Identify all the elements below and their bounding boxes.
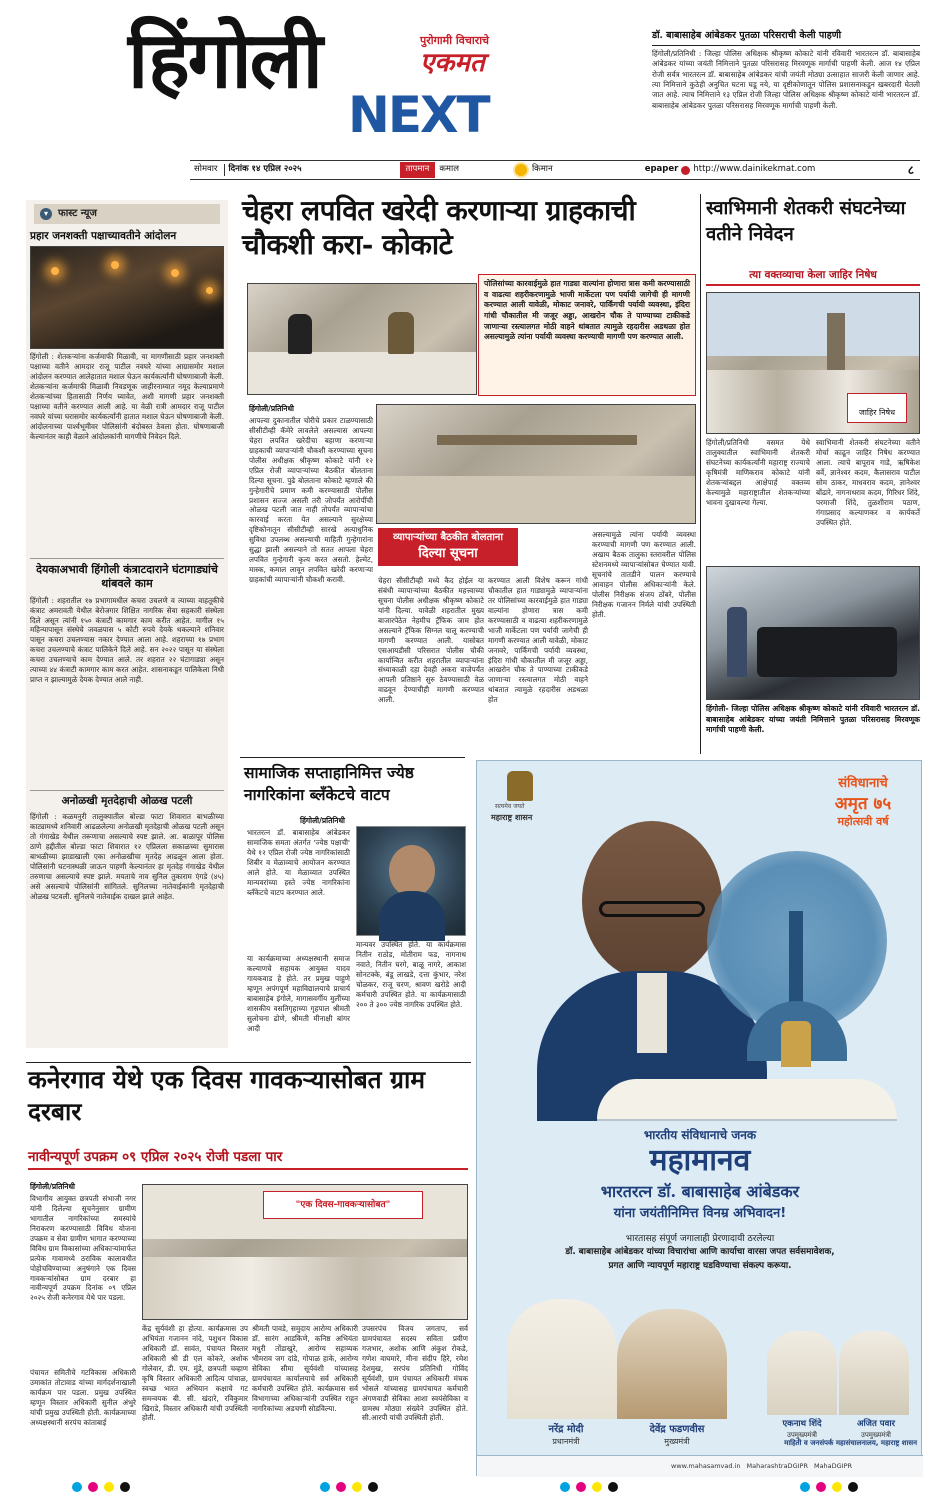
sp-photo-caption: हिंगोली- जिल्हा पोलिस अधिक्षक श्रीकृष्ण कोकाटे यांनी रविवारी भारतरत्न डॉ. बाबासाहेब आंबेडकर यांच्या जयंती निमित्ताने पुतळा परिसरासह मिरवणूक मार्गाची पाहणी केली. — [706, 704, 920, 735]
main-body-1b — [249, 582, 373, 750]
news-item-2-body: हिंगोली : शहरातील १७ प्रभागामधील कचरा उचलणे व त्याच्या वाहतूकीचे कंत्राट अमरावती येथील बेरोजगार शिक्षित नागरिक सेवा सहकारी संस्थेला दिले असून त्यांनी १५० कंत्राटी कामगार काम करीत आहेत. मागील १५ महिन्यापासून संस्थेचे जवळपास ५ कोटी रुपये देयके थकल्याने शनिवार पासून कचरा उचलण्यास नकार देण्यात आला आहे. शहराच्या १७ प्रभाग कचरा उचलण्याचे कंत्राट पालिकेने दिले आहे. सन २०२२ पासून या संस्थेला कचरा उचलण्याचे काम देण्यात आले. तर शहरात २२ घंटागाड्या असून त्याच्या ४४ कंत्राटी कामगार काम करत आहेत. शासनाकडून पालिकेला निधी प्राप्त न झाल्यामुळे देयक देण्यात आले नाही. — [30, 595, 224, 685]
registration-mark — [592, 1482, 602, 1492]
meeting-photo-1 — [247, 283, 477, 395]
gram-darbar-banner-text: "एक दिवस-गावकऱ्यासोबत" — [295, 1200, 391, 1210]
gram-darbar-photo — [142, 1184, 468, 1320]
registration-mark — [352, 1482, 362, 1492]
blanket-body-1: भारतरत्न डॉ. बाबासाहेब आंबेडकर सामाजिक समता अंतर्गत 'ज्येष्ठ पक्षाची' येथे १२ एप्रिल रोजी ज्येष्ठ नागरिकांसाठी शिबीर व मेळाव्याचे आयोजन करण्यात आले होते. या मेळाव्यात उपस्थित मान्यवरांच्या हस्ते ज्येष्ठ नागरिकांना ब्लँकेटचे वाटप करण्यात आले. — [247, 828, 350, 897]
right-body-2: स्वाभिमानी शेतकरी संघटनेच्या वतीने मोर्चा काढून जाहिर निषेध करण्यात आला. त्याचे बापूराव गाडे, ऋषिकेश बर्वे, ज्ञानेश्वर कदम, कैलासराव पाटील सोम ठाकर, माधवराव कदम, ज्ञानेश्वर बोंढारे, नागनाथराव कदम, गिरिधर शिंदे, परमाजी शिंदे, तुळशीराम पठाण, गंगाप्रसाद कल्याणकर व कार्यकर्ते उपस्थित होते. — [816, 438, 920, 527]
protest-banner-text: जाहिर निषेध — [858, 408, 896, 417]
weekday: सोमवार — [194, 164, 218, 175]
right-body-1: हिंगोली/प्रतिनिधी वसमत येथे तालुक्यातील स्वाभिमानी शेतकरी संघटनेच्या कार्यकर्त्यांनी महाराष्ट्र राज्याचे कृषिमंत्री माणिकराव कोकाटे यांनी शेतकऱ्यांबद्दल आक्षेपार्ह वक्तव्य केल्यामुळे महाराष्ट्रातील शेतकऱ्यांच्या भावना दुखावल्या गेल्या. — [706, 438, 810, 507]
chevron-down-icon: ▾ — [40, 208, 52, 220]
top-right-headline: डॉ. बाबासाहेब आंबेडकर पुतळा परिसराची केली पाहणी — [652, 30, 920, 46]
ad-text-3: प्रगत आणि न्यायपूर्ण महाराष्ट्र घडविण्याचा संकल्प करूया. — [608, 1261, 792, 1271]
kanergaon-headline: कनेरगाव येथे एक दिवस गावकऱ्यासोबत ग्राम दरबार — [28, 1065, 425, 1127]
leader-4-name: अजित पवार — [856, 1419, 896, 1429]
news-item-2 — [26, 558, 228, 786]
registration-mark — [800, 1482, 810, 1492]
ad-footer — [477, 1455, 923, 1477]
main-body-4: असल्यामुळे त्यांना पर्यायी व्यवस्था करण्याची मागणी पण करण्यात आली. अखाय बैठक तालुका स्तरावरील पोलिस स्टेशनमध्ये व्यापाऱ्यांसोबत घेण्यात यावी. सूचनांचे तातडीने पालन करण्याचे आवाहन पोलीस अधिकाऱ्यांनी केले. पोलीस निरीक्षक संजय ठोंबरे, पोलीस निरीक्षक गजानन निर्मले यांची उपस्थिती होती. — [592, 530, 696, 619]
registration-mark — [848, 1482, 858, 1492]
divider-main-right — [700, 194, 701, 754]
page-number: ८ — [907, 162, 914, 177]
leader-2-name: देवेंद्र फडणवीस — [649, 1424, 705, 1435]
blanket-byline: हिंगोली/प्रतिनिधी — [300, 816, 346, 825]
next-logo: NEXT — [348, 86, 489, 144]
callout-text: पोलिसांच्या कारवाईमुळे हात गाड्या वाल्यांना होणारा त्रास कमी करण्यासाठी व वाढत्या शहरीकरणामुळे भाजी मार्केटला पण पर्यायी जागेची ही मागणी करण्यात आली यावेळी, मोकाट जनावरे, पार्किंगची पर्यायी व्यवस्था, इंदिरा गांधी चौकातील मी जजूर अड्डा, आखरोन चौक ते पाण्याच्या टाकीकडे जाणाऱ्या रस्त्यालगत मोठी वाहने थांबतात त्यामुळे रहदारीस अडथळा होत असल्यामुळे त्यांना पर्यायी व्यवस्था करण्याची मागणी पण करण्यात आली. — [484, 279, 690, 342]
divider-kanergaon — [26, 1062, 471, 1063]
leader-photo-1 — [507, 1299, 617, 1419]
tree-graphic — [687, 851, 907, 1081]
news-item-2-headline: देयकाअभावी हिंगोली कंत्राटदाराने घंटागाड्यांचे थांबवले काम — [30, 558, 224, 592]
website-link[interactable]: http://www.dainikekmat.com — [693, 164, 816, 175]
emblem-caption: सत्यमेव जयते — [495, 803, 525, 810]
kanergaon-body-5: उपसरपंच विजय जगताप, सर्व ग्रामपंचायत सदस्य सविता प्रवीण गजभार, अशोक आणि अंकुश रोकडे, गणेश वाघमारे, मीना संदीप हिरे, रमेश देशमुख, सरपंच प्रतिनिधी गोविंद सूर्यवंशी, ग्राम पंचायत अधिकारी मंचक भोसले यांच्यासह ग्रामपंचायत कर्मचारी अंगणवाडी सेविका आशा स्वयंसेविका व ग्रामस्थ मोठ्या संख्येने उपस्थित होते. सी.आरपी यांची उपस्थिती होती. — [362, 1324, 468, 1423]
registration-mark — [336, 1482, 346, 1492]
red-box-title — [378, 528, 518, 566]
brand-logo: एकमत — [420, 48, 485, 78]
protest-banner — [847, 393, 907, 423]
blanket-body-2: या कार्यक्रमाच्या अध्यक्षस्थानी समाज कल्याणचे सहायक आयुक्त यादव गायकवाड हे होते. तर प्रमुख पाहुणे म्हणून अपंगपूर्ण महाविद्यालयाचे प्राचार्य बाबासाहेब इंगोले, मागासवर्गीय मुलींच्या शासकीय वसतिगृहाच्या गृहपाल श्रीमती सुलोचना ढोणे, श्रीमती मीनाक्षी बांगर आदी — [247, 954, 350, 1033]
leader-photo-4 — [839, 1331, 909, 1415]
globe-icon — [681, 166, 690, 175]
red-box-line-2: दिल्या सूचना — [418, 545, 478, 561]
registration-mark — [104, 1482, 114, 1492]
sp-inspection-photo — [706, 566, 920, 700]
callout-box — [478, 274, 696, 396]
lion-capital-icon — [781, 1021, 811, 1067]
kanergaon-body-2: पंचायत समितीचे गटविकास अधिकारी उमाकांत तोटावाड यांच्या मार्गदर्शनाखाली कार्यक्रम पार पडला. प्रमुख उपस्थित म्हणून विस्तार अधिकारी सुनील अंभुरे यांची प्रमुख उपस्थिती होती. कार्यक्रमाच्या अध्यक्षस्थानी सरपंच कांताबाई — [30, 1368, 136, 1427]
min-temp-label: किमान — [531, 164, 553, 175]
top-right-body: हिंगोली/प्रतिनिधी : जिल्हा पोलिस अधिक्षक श्रीकृष्ण कोकाटे यांनी रविवारी भारतरत्न डॉ. बाबासाहेब आंबेडकर यांच्या जयंती निमित्ताने पुतळा परिसरासह मिरवणूक मार्गाची पाहणी केली. आज १४ एप्रिल रोजी सर्वत्र भारतरत्न डॉ. बाबासाहेब आंबेडकर यांची जयंती मोठ्या उत्साहात साजरी केली जाणार आहे. त्या निमित्ताने कुठेही अनुचित घटना घडू नये, या दृष्टीकोणातून पोलिस प्रशासनाकडून खबरदारी घेतली जात आहे. त्याच निमित्ताने १३ एप्रिल रोजी जिल्हा पोलिस अधिक्षक श्रीकृष्ण कोकाटे यांनी भारतरत्न डॉ. बाबासाहेब आंबेडकर पुतळा परिसरासह मिरवणूक मार्गाची पाहणी केली. — [652, 48, 920, 110]
leader-photo-2 — [617, 1309, 727, 1419]
registration-mark — [72, 1482, 82, 1492]
gram-darbar-banner — [263, 1191, 423, 1219]
fast-news-header — [34, 204, 220, 224]
date-bar — [190, 160, 920, 180]
leader-3-name: एकनाथ शिंदे — [782, 1419, 822, 1429]
leader-4-role: उपमुख्यमंत्री — [860, 1431, 892, 1439]
leader-3-role: उपमुख्यमंत्री — [786, 1431, 818, 1439]
max-temp-label: कमाल — [439, 164, 459, 175]
divider-upper-lower — [240, 757, 465, 758]
badge-line-1: संविधानाचे — [838, 776, 888, 791]
registration-mark — [560, 1482, 570, 1492]
book-graphic — [597, 1079, 897, 1119]
registration-mark — [120, 1482, 130, 1492]
protest-photo — [30, 246, 224, 349]
epaper-label: epaper — [644, 164, 679, 175]
kanergaon-body-1: विभागीय आयुक्त छत्रपती संभाजी नगर यांनी दिलेल्या सूचनेनुसार ग्रामीण भागातील नागरिकांच्या समस्यांचे निराकरण करण्यासाठी विविध योजना उपक्रम व सेवा ग्रामीण भागात करण्याच्या विविध ग्राम विकासांच्या अधिकाऱ्यांमार्फत प्रत्येक गावामध्ये ठराविक कालावधीत पोहोचविण्याच्या अनुषंगाने एक दिवस गावकऱ्यांसोबत ग्राम दरबार हा नावीन्यपूर्ण उपक्रम दिनांक ०९ एप्रिल २०२५ रोजी कनेरगाव येथे पार पडला. — [30, 1194, 136, 1303]
kanergaon-body-4: श्रीमती पावडे, समुदाय आरोग्य अधिकारी डॉ. सारंग आडकिणे, कनिष्ठ अभियंता मधुरी तोंडाखुरे, आरोग्य सहाय्यक भीमराव जग दांडे, गोपाळ हाके, आरोग्य सेविका सीमा सूर्यवंशी यांच्यासह ग्रामपंचायत कार्यालयाचे सर्व अधिकारी कर्मचारी उपस्थित होते. कार्यक्रमास सर्व विभागाच्या अधिकाऱ्यांनी उपस्थित राहून नागरिकांच्या अडचणी सोडविल्या. — [252, 1324, 358, 1413]
news-item-1-body: हिंगोली : शेतकऱ्यांना कर्जमाफी मिळावी, या मागणीसाठी प्रहार जनशक्ती पक्षाच्या वतीने आमदार राजू पाटील नवघरे यांच्या आग्रासमोर मशाल आंदोलन करण्यात आलेहातात मशाल घेऊन कार्यकर्त्यांनी घोषणाबाजी केली. शेतकऱ्यांना कर्जमाफी मिळावी निवडणूक जाहीरनाम्यात नमूद केल्याप्रमाणे शेतकऱ्यांच्या हितासाठी निर्णय घ्यावेत, अशी मागणी प्रहार जनशक्ती पक्षाच्या वतीने करण्यात आली आहे. या वेळी रात्री आमदार राजू पाटील नवघरे यांच्या घरासमोर कार्यकर्त्यांनी हातात मशाल घेऊन घोषणाबाजी केली. आंदोलनाच्या पार्श्वभूमीवर पोलिसांनी बंदोबस्त ठेवला होता. घोषणाबाजी केल्यानंतर काही वेळाने आंदोलकांनी मागणीचे निवेदन दिले. — [30, 352, 224, 441]
footer-handle-1[interactable]: MaharashtraDGIPR — [746, 1462, 808, 1471]
red-box-line-1: व्यापाऱ्यांच्या बैठकीत बोलताना — [393, 532, 503, 543]
main-headline: चेहरा लपवित खरेदी करणाऱ्या ग्राहकाची चौकशी करा- कोकाटे — [242, 194, 636, 262]
protest-group-photo — [706, 292, 920, 434]
leader-2-role: मुख्यमंत्री — [664, 1437, 690, 1446]
main-body-2: चेहरा सीसीटीव्ही मध्ये कैद होईल या संबंधी व्यापाऱ्यांच्या बैठकीत महत्त्वाच्या सूचना पोलीस अधीक्षक श्रीकृष्ण कोकाटे यांनी दिल्या. यावेळी शहरातील मुख्य बाजारपेठेत नेहमीच ट्रॅफिक जाम होत असल्याने ट्रॅफिक सिग्नल चालू करण्याची मागणी करण्यात आली. यासोबत एसआयडीसी परिसरात पोलीस चौकी कार्यान्वित करीत शहरातील व्यापाऱ्यांना संध्याकाळी दहा देवही अकरा वाजेपर्यंत आपली प्रतिष्ठाने सुरु ठेवण्यासाठी वेळ वाढवून देण्याचीही मागणी करण्यात आली. — [378, 576, 484, 705]
kanergaon-subhead: नावीन्यपूर्ण उपक्रम ०९ एप्रिल २०२५ रोजी पडला पार — [28, 1148, 468, 1170]
amrit-badge — [817, 775, 909, 830]
ambedkar-ad — [476, 760, 922, 1476]
issue-date: दिनांक १४ एप्रिल २०२५ — [228, 164, 302, 175]
kanergaon-byline: हिंगोली/प्रतिनिधी — [30, 1182, 76, 1191]
right-subhead: त्या वक्तव्याचा केला जाहिर निषेध — [706, 268, 920, 286]
ashoka-emblem-icon — [507, 771, 533, 801]
blanket-headline: सामाजिक सप्ताहानिमित्त ज्येष्ठ नागरिकांना ब्लँकेटचे वाटप — [244, 763, 414, 805]
news-item-3-headline: अनोळखी मृतदेहाची ओळख पटली — [30, 790, 224, 809]
footer-website[interactable]: www.mahasamvad.in — [671, 1462, 741, 1471]
leader-photo-3 — [767, 1331, 837, 1415]
registration-mark — [368, 1482, 378, 1492]
ambedkar-portrait — [356, 826, 466, 936]
govt-name: महाराष्ट्र शासन — [491, 813, 533, 822]
registration-mark — [88, 1482, 98, 1492]
registration-mark — [816, 1482, 826, 1492]
top-right-brief — [652, 30, 920, 154]
brand-tag: पुरोगामी विचाराचे — [420, 34, 490, 47]
right-headline: स्वाभिमानी शेतकरी संघटनेच्या वतीने निवेदन — [706, 198, 906, 245]
masthead-title: हिंगोली — [128, 15, 321, 106]
leader-1-name: नरेंद्र मोदी — [548, 1424, 584, 1435]
leader-1-role: प्रधानमंत्री — [552, 1437, 580, 1446]
footer-handle-2[interactable]: MahaDGIPR — [813, 1462, 853, 1471]
weather-label: तापमान — [400, 162, 436, 177]
news-item-3-body: हिंगोली : कळमनुरी तालुक्यातील बोल्डा फाटा शिवारात बाभळीच्या काट्यामध्ये शनिवारी आढळलेल्या अनोळखी मृतदेहाची ओळख पटली असून तो गंगाखेड येथील तरूणाचा असल्याचे स्पष्ट झाले. आ. बाळापूर पोलिस ठाणे हद्दीतील बोल्डा फाटा शिवारात १२ एप्रिलला सकाळच्या सुमारास बाभळीच्या झाडाखाली एका अनोळखीचा मृतदेह आढळून आला होता. पोलिसांनी घटनास्थळी जाऊन पाहणी केल्यानंतर हा मृतदेह गंगाखेड येथील तरुणाचा असल्याचे स्पष्ट झाले. मयताचे नाव सुनिल तुकाराम एंगडे (४५) असे असल्याचे पोलिसांनी सांगितले. सुनिलच्या नातेवाईकांनी मृतदेहाची ओळख पटवली. सुनिलचे नातेवाईक दाखल झाले आहेत. — [30, 812, 224, 901]
meeting-photo-2 — [376, 404, 696, 524]
badge-line-3: महोत्सवी वर्ष — [837, 815, 889, 829]
news-item-3 — [26, 790, 228, 1037]
registration-mark — [608, 1482, 618, 1492]
news-item-1-headline: प्रहार जनशक्ती पक्षाच्यावतीने आंदोलन — [30, 230, 177, 242]
ad-department: माहिती व जनसंपर्क महासंचालनालय, महाराष्ट्र शासन — [784, 1439, 917, 1447]
ad-text-2: डॉ. बाबासाहेब आंबेडकर यांच्या विचारांचा आणि कार्याचा वारसा जपत सर्वसमावेशक, — [565, 1247, 835, 1257]
news-item-1 — [26, 230, 228, 552]
ad-tagline: भारतीय संविधानाचे जनक — [643, 1128, 757, 1142]
ad-title: महामानव — [649, 1143, 751, 1178]
ad-greeting: यांना जयंतीनिमित्त विनम्र अभिवादन! — [613, 1206, 787, 1221]
ad-text-1: भारतासह संपूर्ण जगालाही प्रेरणादायी ठरलेल्या — [625, 1234, 775, 1244]
badge-line-2: अमृत ७५ — [834, 793, 892, 814]
registration-mark — [832, 1482, 842, 1492]
fast-news-column — [26, 200, 228, 1048]
blanket-body-3: मान्यवर उपस्थित होते. या कार्यक्रमास नितीन राठोड, मोतीराम फड, नागनाथ नवाते, नितीन घरगे, बाळू नागरे, आकाश सोनटक्के, बंडू लाखडे, दत्ता कुंभार, नरेश चोळकर, राजू चरण, श्रावण खरोडे आदी कर्मचारी उपस्थित होते. या कार्यक्रमासाठी २०० ते ३०० ज्येष्ठ नागरिक उपस्थित होते. — [356, 940, 466, 1009]
main-body-1: आपल्या दुकानातील चोरीचे प्रकार टाळण्यासाठी सीसीटीव्ही कॅमेरे लावलेले असल्यास आपल्या चेहरा लपवित खरेदीचा बहाणा करणाऱ्या ग्राहकाची व्यापाऱ्यांनी चौकशी करण्याच्या सूचना पोलीस अधीक्षक श्रीकृष्ण कोकाटे यांनी १२ एप्रिल रोजी व्यापाऱ्यांच्या बैठकीत बोलताना दिल्या सूचना. पुढे बोलताना कोकाटे म्हणाले की गुन्हेगारीचे प्रमाण कमी करण्यासाठी पोलीस प्रशासन सज्ज असली तरी जोपर्यंत आरोपींची ओळख पटली जात नाही तोपर्यंत व्यापाऱ्यांचा कारवाई करता येत असल्याने सुरक्षेच्या दृष्टिकोनातून सीसीटीव्ही सारखे अत्याधुनिक सुविधा उपलब्ध असल्याची माहिती गुन्हेगारांना सुद्धा झाली असल्याने तो सतत आपला चेहरा लपवित गुन्हेगारी कृत्य करत असतो. हेल्मेट, मास्क, कमाल लावून लपवित खरेदी करणाऱ्या ग्राहकांची व्यापाऱ्यांनी चौकशी करावी. — [249, 416, 373, 584]
sun-icon — [515, 164, 527, 176]
kanergaon-body-3: केंद्र सुर्यवंशी हा होत्या. कार्यक्रमास उप अभियंता गजानन नांदे, पशुधन विकास अधिकारी डॉ. सावंत, पंचायत विस्तार अधिकारी श्री डी एल कोकरे, अशोक गोलेवार, डी. एम. मुंडे, छत्रपती चव्हाण कृषि विस्तार अधिकारी आदित्य पांचाळ, स्वच्छ भारत अभियान कक्षाचे गट समन्वयक बी. सी. खंदारे, रविकुमार खिराडे, विस्तार अधिकारी यांची उपस्थिती होती. — [142, 1324, 248, 1423]
main-byline: हिंगोली/प्रतिनिधी — [249, 404, 295, 413]
fast-news-label: फास्ट न्यूज — [58, 208, 97, 220]
ad-subtitle: भारतरत्न डॉ. बाबासाहेब आंबेडकर — [600, 1182, 800, 1201]
registration-mark — [576, 1482, 586, 1492]
main-body-3: करण्यात आली विशेष करून गांधी चौकातील हात गाड्यामुळे व्यापाऱ्यांना तर पोलिसांच्या कारवाईमुळे हात गाड्या वाल्यांना होणारा त्रास कमी करण्यासाठी व वाढत्या शहरीकरणामुळे भाजी मार्केटला पण पर्यायी जागेची ही मागणी करण्यात आली यावेळी, मोकाट जनावरे, पार्किंगची पर्यायी व्यवस्था, इंदिरा गांधी चौकातील मी जजूर अड्डा, आखरोन चौक ते पाण्याच्या टाकीकडे जाणाऱ्या रस्त्यालगत मोठी वाहने थांबतात त्यामुळे रहदारीस अडथळा होत — [488, 576, 588, 705]
registration-mark — [320, 1482, 330, 1492]
